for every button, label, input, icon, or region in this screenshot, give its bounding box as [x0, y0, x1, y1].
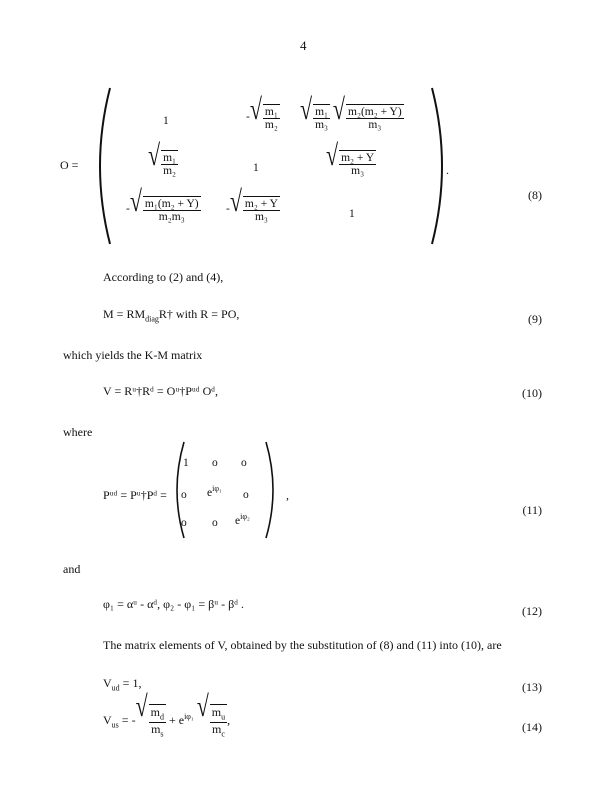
page-number: 4 — [300, 38, 307, 53]
o-r1c3: √ $\frac{\text{m₁}}{\text{m₃}}$ √ $\frac{\text{m₂(m₂ + Y)}}{\text{m₃}}$ — [300, 91, 402, 132]
equation-14: $V_{us}$ = - √ $\frac{m_d}{m_s}$ + $e^{i\varphi_1}$ √ $\frac{m_u}{m_c}$ , — [103, 689, 231, 739]
p-r3c1: o — [181, 517, 187, 529]
equation-12: φ₁ = αᵘ - αᵈ, φ₂ - φ₁ = βᵘ - βᵈ . — [103, 597, 244, 611]
o-r1c2: - √ $\frac{\text{m₁}}{\text{m₂}}$ — [246, 91, 278, 132]
equation-number-8: (8) — [528, 188, 542, 202]
p-r3c2: o — [212, 517, 218, 529]
o-matrix-label: O = — [60, 158, 79, 172]
equation-10: V = Rᵘ†Rᵈ = Oᵘ†Pᵘᵈ Oᵈ, — [103, 384, 218, 398]
o-r1c1: 1 — [163, 115, 169, 127]
equation-number-14: (14) — [522, 720, 542, 734]
p-right-paren — [262, 440, 282, 540]
text-which-yields: which yields the K-M matrix — [63, 348, 203, 362]
o-r2c1: √ $\frac{\text{m₁}}{\text{m₂}}$ — [148, 137, 177, 178]
p-r2c1: o — [181, 489, 187, 501]
equation-number-13: (13) — [522, 680, 542, 694]
o-right-paren — [424, 86, 454, 246]
equation-13: $V_{ud} = 1$, — [103, 676, 142, 693]
text-matrix-elements: The matrix elements of V, obtained by the substitution of (8) and (11) into (10), are — [103, 638, 502, 652]
text-and: and — [63, 562, 81, 576]
equation-number-11: (11) — [522, 503, 542, 517]
p-r1c2: o — [212, 457, 218, 469]
p-r1c1: 1 — [183, 457, 189, 469]
text-where: where — [63, 425, 93, 439]
p-r2c3: o — [243, 489, 249, 501]
o-r3c3: 1 — [349, 208, 355, 220]
o-r2c2: 1 — [253, 162, 259, 174]
o-trailing-period: . — [446, 163, 449, 177]
equation-number-12: (12) — [522, 604, 542, 618]
p-r3c3: $e^{i\varphi_2}$ — [235, 512, 250, 527]
equation-number-9: (9) — [528, 312, 542, 326]
p-matrix-label: Pᵘᵈ = Pᵘ†Pᵈ = — [103, 488, 167, 502]
p-r1c3: o — [241, 457, 247, 469]
p-r2c2: $e^{i\varphi_1}$ — [207, 484, 222, 499]
o-left-paren — [88, 86, 118, 246]
o-r3c2: - √ $\frac{\text{m₂ + Y}}{\text{m₃}}$ — [226, 183, 278, 224]
equation-9: $M = RM_{diag}R\dagger$ with R = PO, — [103, 307, 240, 324]
equation-number-10: (10) — [522, 386, 542, 400]
p-trailing-comma: , — [286, 488, 289, 502]
o-r3c1: - √ $\frac{\text{m₁(m₂ + Y)}}{\text{m₂m₃}}$ — [126, 183, 199, 224]
o-r2c3: √ $\frac{\text{m₂ + Y}}{\text{m₃}}$ — [326, 137, 375, 178]
text-according: According to (2) and (4), — [103, 270, 224, 284]
